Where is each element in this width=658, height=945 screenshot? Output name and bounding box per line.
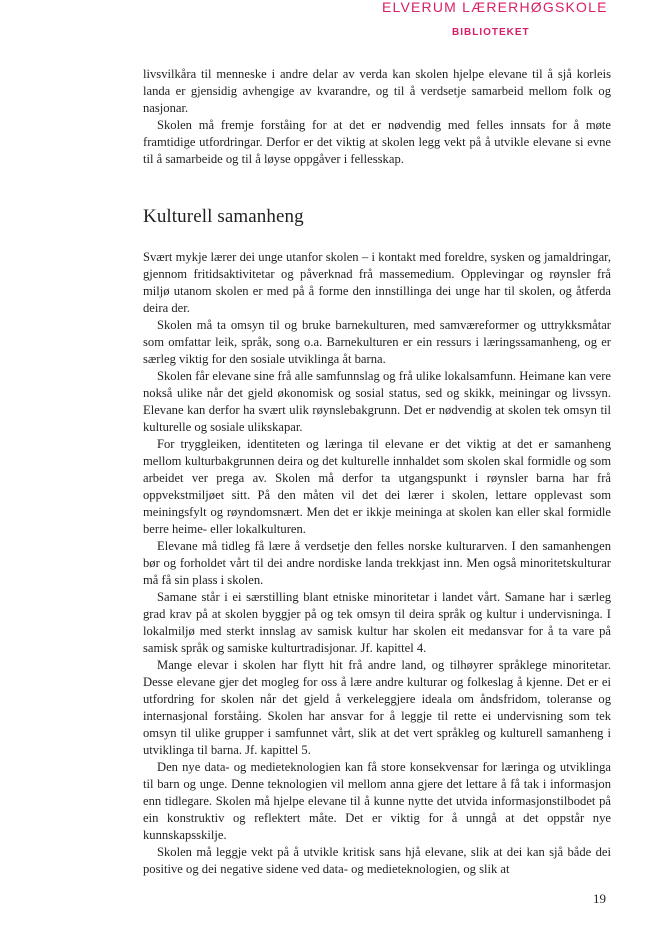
section-paragraph-8: Den nye data- og medieteknologien kan få store konsekvensar for læringa og utviklinga til barn og unge. Denne teknologien vil mellom anna gjere det lettare å få tak i informasjon enn tidlegare. Skolen må hjelpe elevane til å kunne nytte det utvida informasjonstilbodet på ein konstruktiv og reflektert måte. Det er viktig for å unngå at det oppstår nye kunnskapsskilje.	[143, 760, 611, 842]
section-paragraph-2: Skolen må ta omsyn til og bruke barnekulturen, med samværeformer og uttrykksmåtar som omfattar leik, språk, song o.a. Barnekulturen er ein ressurs i læringssamanheng, og er særleg viktig for den sosiale utviklinga åt barna.	[143, 318, 611, 366]
section-paragraph-9: Skolen må leggje vekt på å utvikle kritisk sans hjå elevane, slik at dei kan sjå både dei positive og dei negative sidene ved data- og medieteknologien, og slik at	[143, 845, 611, 876]
section-paragraph-6: Samane står i ei særstilling blant etniske minoritetar i landet vårt. Samane har i særleg grad krav på at skolen byggjer på og tek omsyn til deira språk og kultur i undervisninga. I lokalmiljø med sterkt innslag av samisk kultur har skolen eit medansvar for å ta vare på samisk språk og samiske kulturtradisjonar. Jf. kapittel 4.	[143, 590, 611, 655]
section-heading: Kulturell samanheng	[143, 206, 304, 227]
stamp-library: BIBLIOTEKET	[452, 27, 530, 38]
section-paragraph-4: For tryggleiken, identiteten og læringa til elevane er det viktig at det er samanheng mellom kulturbakgrunnen deira og det kulturelle innhaldet som skolen skal formidle og som arbeidet ver prega av. Skolen må derfor ta utgangspunkt i røynsler barna har frå oppvekstmiljøet sitt. På den måten vil det dei lærer i skolen, lettare opplevast som meiningsfylt og røyndomsnært. Men det er ikkje meininga at skolen kan eller skal formidle berre heime- eller lokalkulturen.	[143, 437, 611, 536]
page-body	[143, 66, 611, 878]
intro-paragraph-1: livsvilkåra til menneske i andre delar av verda kan skolen hjelpe elevane til å sjå korleis landa er gjensidig avhengige av kvarandre, og til å verdsetje samarbeid mellom folk og nasjonar.	[143, 67, 611, 115]
page-number: 19	[593, 891, 606, 906]
section-paragraph-7: Mange elevar i skolen har flytt hit frå andre land, og tilhøyrer språklege minoritetar. Desse elevane gjer det mogleg for oss å lære andre kulturar og folkeslag å kjenne. Det er ei utfordring for skolen når det gjeld å verkeleggjere ideala om åndsfridom, toleranse og internasjonal forståing. Skolen har ansvar for å leggje til rette ei undervisning som tek omsyn til ulike grupper i samfunnet vårt, slik at det vert språkleg og kulturell samanheng i utviklinga til barna. Jf. kapittel 5.	[143, 658, 611, 757]
section-paragraph-5: Elevane må tidleg få lære å verdsetje den felles norske kulturarven. I den samanhengen bør og forholdet vårt til dei andre nordiske landa trekkjast inn. Men også minoritetskulturar må få sin plass i skolen.	[143, 539, 611, 587]
section-paragraph-1: Svært mykje lærer dei unge utanfor skolen – i kontakt med foreldre, sysken og jamaldringar, gjennom fritidsaktivitetar og påverknad frå massemedium. Opplevingar og røynsler frå miljø utanom skolen er med på å forme den innstillinga dei unge har til skolen, og åtferda deira der.	[143, 250, 611, 315]
stamp-institution: ELVERUM LÆRERHØGSKOLE	[382, 0, 608, 15]
section-paragraph-3: Skolen får elevane sine frå alle samfunnslag og frå ulike lokalsamfunn. Heimane kan vere nokså ulike når det gjeld økonomisk og sosial status, sed og skikk, meiningar og livssyn. Elevane kan derfor ha svært ulik røynslebakgrunn. Det er nødvendig at skolen tek omsyn til kulturelle og sosiale ulikskapar.	[143, 369, 611, 434]
intro-paragraph-2: Skolen må fremje forståing for at det er nødvendig med felles innsats for å møte framtidige utfordringar. Derfor er det viktig at skolen legg vekt på å utvikle elevane si evne til å samarbeide og til å løyse oppgåver i fellesskap.	[143, 118, 611, 166]
